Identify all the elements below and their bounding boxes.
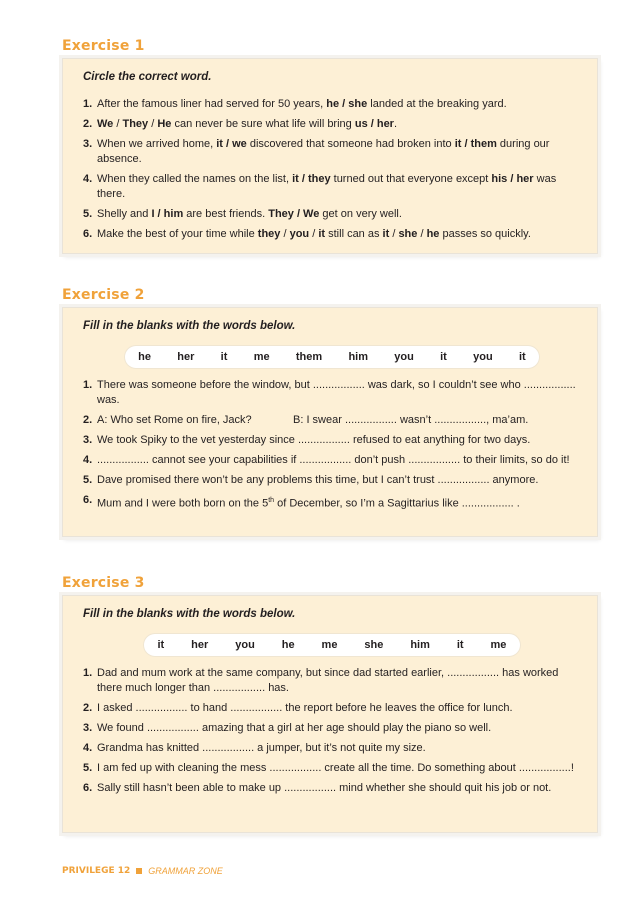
item-text: Sally still hasn’t been able to make up ................. mind whether she should quit his job or not. — [97, 782, 552, 794]
item-text: I am fed up with cleaning the mess ................. create all the time. Do something about .................! — [97, 762, 574, 774]
item-number: 4. — [83, 454, 93, 466]
separator: / — [417, 228, 427, 240]
choice[interactable]: she — [398, 228, 418, 240]
item-text: can never be sure what life will bring — [171, 118, 355, 130]
word-bank-word: you — [394, 351, 414, 363]
list-item — [83, 227, 581, 242]
word-bank-word: it — [518, 351, 526, 363]
word-bank-word: me — [490, 639, 507, 651]
exercise-1 — [62, 38, 598, 240]
item-number: 4. — [83, 742, 93, 754]
word-bank-word: him — [410, 639, 430, 651]
item-text: . — [393, 118, 398, 130]
choice[interactable]: it — [318, 228, 326, 240]
word-bank-word: me — [253, 351, 270, 363]
item-number: 6. — [83, 494, 93, 506]
item-number: 5. — [83, 762, 93, 774]
item-text: We took Spiky to the vet yesterday since ................. refused to eat anything for two days. — [97, 434, 531, 446]
list-item — [83, 781, 581, 796]
exercise-1-list — [83, 97, 581, 242]
square-bullet-icon — [136, 868, 142, 874]
exercise-3-instruction: Fill in the blanks with the words below. — [83, 608, 296, 620]
exercise-1-title: Exercise 1 — [62, 38, 145, 54]
list-item — [83, 453, 581, 468]
item-number: 2. — [83, 702, 93, 714]
item-number: 5. — [83, 474, 93, 486]
item-text: are best friends. — [183, 208, 269, 220]
item-number: 1. — [83, 379, 93, 391]
separator: / — [148, 118, 158, 130]
footer-section: GRAMMAR ZONE — [148, 866, 223, 876]
choice[interactable]: he / she — [326, 98, 368, 110]
item-number: 3. — [83, 138, 93, 150]
item-text: There was someone before the window, but ................. was dark, so I couldn’t see who ................. was. — [97, 379, 576, 406]
list-item — [83, 721, 581, 736]
list-item — [83, 207, 581, 222]
choice[interactable]: They — [122, 118, 149, 130]
item-number: 1. — [83, 667, 93, 679]
item-text: Dad and mum work at the same company, but since dad started earlier, ................. has worked there much longer than ................. has. — [97, 667, 559, 694]
item-number: 5. — [83, 208, 93, 220]
item-text: Grandma has knitted ................. a jumper, but it’s not quite my size. — [97, 742, 426, 754]
item-text: ................. cannot see your capabilities if ................. don’t push ................. to their limits, so do it! — [97, 454, 570, 466]
choice[interactable]: you — [289, 228, 310, 240]
choice[interactable]: it / them — [454, 138, 497, 150]
item-number: 3. — [83, 434, 93, 446]
list-item — [83, 117, 581, 132]
item-text: After the famous liner had served for 50 years, — [97, 98, 327, 110]
superscript: th — [268, 497, 275, 504]
item-number: 2. — [83, 118, 93, 130]
word-bank-word: her — [191, 639, 209, 651]
item-number: 6. — [83, 228, 93, 240]
exercise-2-title: Exercise 2 — [62, 287, 145, 303]
list-item — [83, 493, 581, 512]
exercise-2-card — [62, 307, 598, 537]
exercise-2-instruction: Fill in the blanks with the words below. — [83, 320, 296, 332]
list-item — [83, 741, 581, 756]
choice[interactable]: We — [97, 118, 114, 130]
list-item — [83, 172, 581, 202]
separator: / — [309, 228, 319, 240]
list-item — [83, 137, 581, 167]
list-item — [83, 473, 581, 488]
item-number: 6. — [83, 782, 93, 794]
exercise-1-instruction: Circle the correct word. — [83, 71, 212, 83]
word-bank-word: it — [157, 639, 165, 651]
word-bank — [125, 346, 539, 368]
item-number: 4. — [83, 173, 93, 185]
separator: / — [280, 228, 290, 240]
item-text: We found ................. amazing that a girl at her age should play the piano so well. — [97, 722, 492, 734]
list-item — [83, 97, 581, 112]
exercise-3-list — [83, 666, 581, 796]
item-text: discovered that someone had broken into — [246, 138, 455, 150]
item-text: turned out that everyone except — [330, 173, 492, 185]
footer-brand: PRIVILEGE 12 — [62, 866, 131, 876]
list-item — [83, 378, 581, 408]
choice[interactable]: I / him — [151, 208, 184, 220]
item-text: was there. — [97, 173, 557, 200]
word-bank-word: it — [220, 351, 228, 363]
word-bank-word: it — [440, 351, 447, 363]
choice[interactable]: it / we — [216, 138, 247, 150]
choice[interactable]: it — [382, 228, 390, 240]
choice[interactable]: his / her — [491, 173, 534, 185]
list-item — [83, 761, 581, 776]
item-text: Dave promised there won’t be any problems this time, but I can’t trust ................. anymore. — [97, 474, 539, 486]
choice[interactable]: They / We — [268, 208, 320, 220]
item-text: Mum and I were both born on the 5 — [97, 497, 269, 510]
list-item — [83, 666, 581, 696]
word-bank-word: it — [456, 639, 464, 651]
item-number: 2. — [83, 414, 93, 426]
list-item — [83, 433, 581, 448]
item-text: A: Who set Rome on fire, Jack? — [97, 414, 252, 426]
word-bank-word: them — [295, 351, 323, 363]
item-number: 1. — [83, 98, 93, 110]
separator: / — [113, 118, 123, 130]
exercise-3-card — [62, 595, 598, 833]
item-number: 3. — [83, 722, 93, 734]
item-text: landed at the breaking yard. — [367, 98, 507, 110]
choice[interactable]: it / they — [292, 173, 331, 185]
word-bank-word: she — [364, 639, 384, 651]
word-bank-word: me — [321, 639, 338, 651]
item-text: When they called the names on the list, — [97, 173, 293, 185]
word-bank-word: he — [281, 639, 295, 651]
word-bank-word: her — [177, 351, 195, 363]
item-text: When we arrived home, — [97, 138, 217, 150]
separator: / — [389, 228, 399, 240]
item-text: still can as — [325, 228, 383, 240]
list-item — [83, 413, 581, 428]
choice[interactable]: he — [426, 228, 440, 240]
choice[interactable]: they — [257, 228, 281, 240]
word-bank-word: you — [473, 351, 493, 363]
item-text: get on very well. — [319, 208, 402, 220]
item-text: of December, so I’m a Sagittarius like ................. . — [274, 497, 520, 510]
word-bank — [144, 634, 520, 656]
exercise-3 — [62, 575, 598, 794]
list-item — [83, 701, 581, 716]
item-text: B: I swear ................. wasn’t ................., ma’am. — [293, 414, 529, 426]
exercise-1-card — [62, 58, 598, 254]
exercise-3-title: Exercise 3 — [62, 575, 145, 591]
item-text: I asked ................. to hand ................. the report before he leaves the office for lunch. — [97, 702, 513, 714]
word-bank-word: you — [235, 639, 255, 651]
choice[interactable]: He — [157, 118, 172, 130]
item-text: Make the best of your time while — [97, 228, 258, 240]
exercise-2 — [62, 287, 598, 510]
item-text: passes so quickly. — [439, 228, 531, 240]
word-bank-word: he — [138, 351, 151, 363]
item-text: during our absence. — [97, 138, 550, 165]
choice[interactable]: us / her — [354, 118, 394, 130]
exercise-2-list — [83, 378, 581, 512]
page-footer — [62, 866, 223, 876]
item-text: Shelly and — [97, 208, 152, 220]
word-bank-word: him — [348, 351, 368, 363]
